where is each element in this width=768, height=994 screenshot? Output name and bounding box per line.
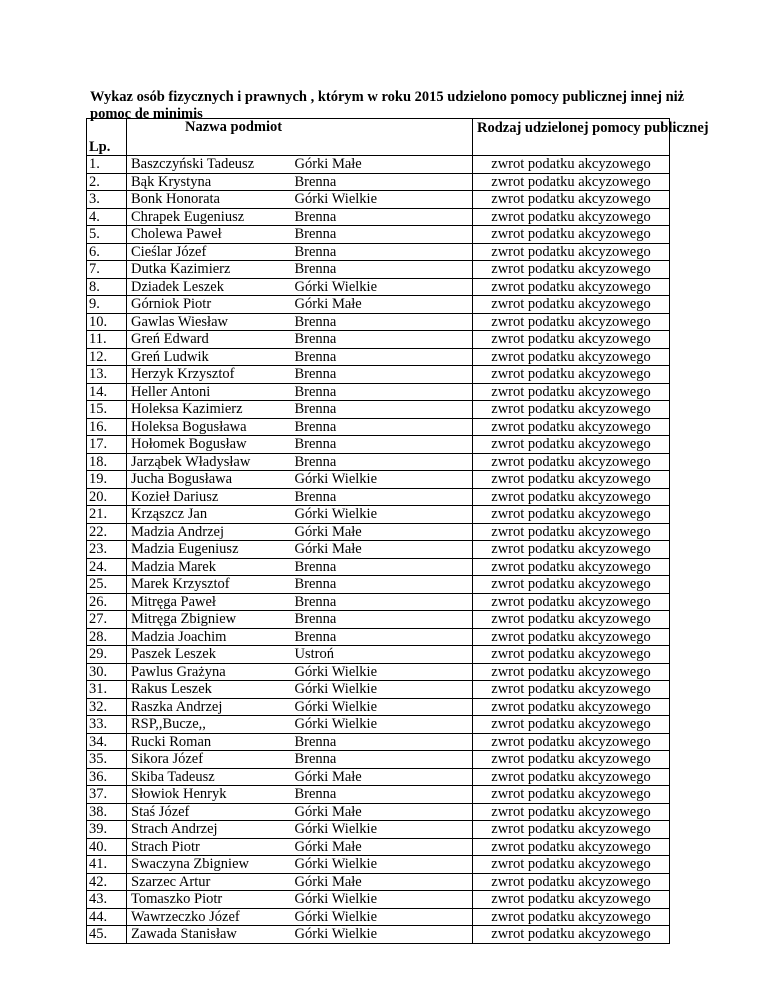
table-row bbox=[87, 453, 670, 471]
row-place: Brenna bbox=[291, 436, 473, 454]
row-name: Gawlas Wiesław bbox=[127, 313, 291, 331]
row-lp: 44. bbox=[87, 908, 127, 926]
row-name: Staś Józef bbox=[127, 803, 291, 821]
row-lp: 31. bbox=[87, 681, 127, 699]
row-lp: 8. bbox=[87, 278, 127, 296]
header-type-label: Rodzaj udzielonej pomocy publicznej bbox=[477, 120, 709, 136]
table-row bbox=[87, 418, 670, 436]
row-place: Górki Małe bbox=[291, 296, 473, 314]
row-aid-type: zwrot podatku akcyzowego bbox=[473, 541, 670, 559]
header-name bbox=[127, 119, 291, 156]
row-name: Swaczyna Zbigniew bbox=[127, 856, 291, 874]
row-place: Brenna bbox=[291, 418, 473, 436]
row-place: Górki Wielkie bbox=[291, 821, 473, 839]
row-place: Brenna bbox=[291, 173, 473, 191]
row-aid-type: zwrot podatku akcyzowego bbox=[473, 261, 670, 279]
row-aid-type: zwrot podatku akcyzowego bbox=[473, 226, 670, 244]
table-row bbox=[87, 716, 670, 734]
row-aid-type: zwrot podatku akcyzowego bbox=[473, 926, 670, 944]
row-name: Greń Edward bbox=[127, 331, 291, 349]
row-lp: 36. bbox=[87, 768, 127, 786]
table-row bbox=[87, 331, 670, 349]
row-name: Dziadek Leszek bbox=[127, 278, 291, 296]
row-aid-type: zwrot podatku akcyzowego bbox=[473, 191, 670, 209]
table-row bbox=[87, 663, 670, 681]
row-place: Ustroń bbox=[291, 646, 473, 664]
row-lp: 43. bbox=[87, 891, 127, 909]
row-place: Brenna bbox=[291, 576, 473, 594]
table-row bbox=[87, 348, 670, 366]
table-row bbox=[87, 786, 670, 804]
row-lp: 27. bbox=[87, 611, 127, 629]
row-aid-type: zwrot podatku akcyzowego bbox=[473, 786, 670, 804]
row-lp: 24. bbox=[87, 558, 127, 576]
header-name-label: Nazwa podmiot bbox=[185, 119, 283, 135]
row-name: Chrapek Eugeniusz bbox=[127, 208, 291, 226]
row-lp: 2. bbox=[87, 173, 127, 191]
row-place: Brenna bbox=[291, 366, 473, 384]
row-aid-type: zwrot podatku akcyzowego bbox=[473, 593, 670, 611]
row-lp: 45. bbox=[87, 926, 127, 944]
row-place: Brenna bbox=[291, 558, 473, 576]
table-row bbox=[87, 576, 670, 594]
row-aid-type: zwrot podatku akcyzowego bbox=[473, 173, 670, 191]
row-aid-type: zwrot podatku akcyzowego bbox=[473, 908, 670, 926]
row-name: Greń Ludwik bbox=[127, 348, 291, 366]
row-aid-type: zwrot podatku akcyzowego bbox=[473, 838, 670, 856]
row-lp: 35. bbox=[87, 751, 127, 769]
table-row bbox=[87, 838, 670, 856]
row-place: Brenna bbox=[291, 313, 473, 331]
table-row bbox=[87, 541, 670, 559]
row-place: Górki Małe bbox=[291, 523, 473, 541]
table-row bbox=[87, 383, 670, 401]
row-name: Madzia Andrzej bbox=[127, 523, 291, 541]
row-lp: 3. bbox=[87, 191, 127, 209]
row-aid-type: zwrot podatku akcyzowego bbox=[473, 471, 670, 489]
table-row bbox=[87, 366, 670, 384]
row-place: Brenna bbox=[291, 208, 473, 226]
row-place: Górki Małe bbox=[291, 803, 473, 821]
row-aid-type: zwrot podatku akcyzowego bbox=[473, 698, 670, 716]
row-name: Strach Piotr bbox=[127, 838, 291, 856]
row-lp: 21. bbox=[87, 506, 127, 524]
row-aid-type: zwrot podatku akcyzowego bbox=[473, 628, 670, 646]
table-row bbox=[87, 856, 670, 874]
row-name: Jarząbek Władysław bbox=[127, 453, 291, 471]
row-aid-type: zwrot podatku akcyzowego bbox=[473, 331, 670, 349]
row-lp: 13. bbox=[87, 366, 127, 384]
row-name: Krząszcz Jan bbox=[127, 506, 291, 524]
row-name: Sikora Józef bbox=[127, 751, 291, 769]
row-place: Górki Małe bbox=[291, 156, 473, 174]
row-aid-type: zwrot podatku akcyzowego bbox=[473, 803, 670, 821]
row-lp: 7. bbox=[87, 261, 127, 279]
row-place: Brenna bbox=[291, 401, 473, 419]
row-aid-type: zwrot podatku akcyzowego bbox=[473, 208, 670, 226]
row-name: Wawrzeczko Józef bbox=[127, 908, 291, 926]
table-row bbox=[87, 751, 670, 769]
row-aid-type: zwrot podatku akcyzowego bbox=[473, 681, 670, 699]
aid-recipients-table bbox=[86, 118, 709, 944]
row-place: Górki Małe bbox=[291, 541, 473, 559]
row-lp: 37. bbox=[87, 786, 127, 804]
table-row bbox=[87, 681, 670, 699]
row-name: Heller Antoni bbox=[127, 383, 291, 401]
table-row bbox=[87, 506, 670, 524]
row-name: Bąk Krystyna bbox=[127, 173, 291, 191]
row-lp: 26. bbox=[87, 593, 127, 611]
table-row bbox=[87, 488, 670, 506]
table-header-row bbox=[87, 119, 670, 156]
row-place: Brenna bbox=[291, 751, 473, 769]
row-lp: 11. bbox=[87, 331, 127, 349]
header-lp-label: Lp. bbox=[89, 138, 111, 155]
row-name: Bonk Honorata bbox=[127, 191, 291, 209]
header-place bbox=[291, 119, 473, 156]
row-name: Hołomek Bogusław bbox=[127, 436, 291, 454]
row-name: Górniok Piotr bbox=[127, 296, 291, 314]
table-row bbox=[87, 401, 670, 419]
row-place: Brenna bbox=[291, 628, 473, 646]
table-body bbox=[87, 156, 670, 944]
row-place: Górki Wielkie bbox=[291, 681, 473, 699]
row-place: Brenna bbox=[291, 331, 473, 349]
row-name: Paszek Leszek bbox=[127, 646, 291, 664]
row-lp: 38. bbox=[87, 803, 127, 821]
row-name: Rucki Roman bbox=[127, 733, 291, 751]
table-row bbox=[87, 646, 670, 664]
row-aid-type: zwrot podatku akcyzowego bbox=[473, 418, 670, 436]
row-name: RSP,,Bucze,, bbox=[127, 716, 291, 734]
row-name: Cholewa Paweł bbox=[127, 226, 291, 244]
row-aid-type: zwrot podatku akcyzowego bbox=[473, 506, 670, 524]
table-row bbox=[87, 471, 670, 489]
row-lp: 17. bbox=[87, 436, 127, 454]
table-row bbox=[87, 226, 670, 244]
table-row bbox=[87, 558, 670, 576]
row-place: Brenna bbox=[291, 261, 473, 279]
row-lp: 42. bbox=[87, 873, 127, 891]
row-name: Madzia Marek bbox=[127, 558, 291, 576]
table-row bbox=[87, 873, 670, 891]
row-name: Pawlus Grażyna bbox=[127, 663, 291, 681]
row-name: Holeksa Kazimierz bbox=[127, 401, 291, 419]
row-name: Jucha Bogusława bbox=[127, 471, 291, 489]
row-aid-type: zwrot podatku akcyzowego bbox=[473, 856, 670, 874]
row-aid-type: zwrot podatku akcyzowego bbox=[473, 821, 670, 839]
row-lp: 10. bbox=[87, 313, 127, 331]
table-row bbox=[87, 243, 670, 261]
row-name: Zawada Stanisław bbox=[127, 926, 291, 944]
row-aid-type: zwrot podatku akcyzowego bbox=[473, 366, 670, 384]
table-row bbox=[87, 156, 670, 174]
row-aid-type: zwrot podatku akcyzowego bbox=[473, 401, 670, 419]
row-lp: 5. bbox=[87, 226, 127, 244]
row-name: Mitręga Paweł bbox=[127, 593, 291, 611]
row-lp: 18. bbox=[87, 453, 127, 471]
row-lp: 4. bbox=[87, 208, 127, 226]
row-place: Brenna bbox=[291, 786, 473, 804]
row-place: Górki Wielkie bbox=[291, 908, 473, 926]
row-place: Brenna bbox=[291, 733, 473, 751]
row-place: Górki Wielkie bbox=[291, 471, 473, 489]
table-row bbox=[87, 173, 670, 191]
row-lp: 23. bbox=[87, 541, 127, 559]
row-lp: 25. bbox=[87, 576, 127, 594]
row-place: Brenna bbox=[291, 383, 473, 401]
table-row bbox=[87, 611, 670, 629]
row-lp: 15. bbox=[87, 401, 127, 419]
table-row bbox=[87, 296, 670, 314]
row-aid-type: zwrot podatku akcyzowego bbox=[473, 453, 670, 471]
row-aid-type: zwrot podatku akcyzowego bbox=[473, 156, 670, 174]
row-place: Brenna bbox=[291, 453, 473, 471]
table-row bbox=[87, 278, 670, 296]
table-row bbox=[87, 926, 670, 944]
header-type bbox=[473, 119, 709, 156]
row-place: Brenna bbox=[291, 243, 473, 261]
row-aid-type: zwrot podatku akcyzowego bbox=[473, 348, 670, 366]
row-aid-type: zwrot podatku akcyzowego bbox=[473, 576, 670, 594]
row-place: Górki Wielkie bbox=[291, 698, 473, 716]
row-name: Strach Andrzej bbox=[127, 821, 291, 839]
table-row bbox=[87, 698, 670, 716]
row-aid-type: zwrot podatku akcyzowego bbox=[473, 313, 670, 331]
row-aid-type: zwrot podatku akcyzowego bbox=[473, 243, 670, 261]
row-place: Brenna bbox=[291, 611, 473, 629]
row-name: Holeksa Bogusława bbox=[127, 418, 291, 436]
table-row bbox=[87, 436, 670, 454]
row-name: Skiba Tadeusz bbox=[127, 768, 291, 786]
row-place: Górki Wielkie bbox=[291, 278, 473, 296]
row-lp: 12. bbox=[87, 348, 127, 366]
row-name: Słowiok Henryk bbox=[127, 786, 291, 804]
header-lp bbox=[87, 119, 127, 156]
row-lp: 30. bbox=[87, 663, 127, 681]
row-name: Cieślar Józef bbox=[127, 243, 291, 261]
row-name: Dutka Kazimierz bbox=[127, 261, 291, 279]
row-place: Górki Wielkie bbox=[291, 891, 473, 909]
row-lp: 6. bbox=[87, 243, 127, 261]
row-lp: 32. bbox=[87, 698, 127, 716]
row-aid-type: zwrot podatku akcyzowego bbox=[473, 383, 670, 401]
table-row bbox=[87, 261, 670, 279]
table-row bbox=[87, 523, 670, 541]
row-name: Szarzec Artur bbox=[127, 873, 291, 891]
row-place: Górki Wielkie bbox=[291, 191, 473, 209]
row-place: Brenna bbox=[291, 593, 473, 611]
row-place: Brenna bbox=[291, 226, 473, 244]
row-lp: 14. bbox=[87, 383, 127, 401]
row-lp: 41. bbox=[87, 856, 127, 874]
row-name: Herzyk Krzysztof bbox=[127, 366, 291, 384]
document-title: Wykaz osób fizycznych i prawnych , którym w roku 2015 udzielono pomocy publicznej innej niż pomoc de minimis bbox=[90, 89, 685, 122]
row-place: Górki Wielkie bbox=[291, 926, 473, 944]
table-row bbox=[87, 768, 670, 786]
row-place: Górki Wielkie bbox=[291, 506, 473, 524]
row-lp: 22. bbox=[87, 523, 127, 541]
table-row bbox=[87, 891, 670, 909]
row-lp: 34. bbox=[87, 733, 127, 751]
row-place: Górki Małe bbox=[291, 838, 473, 856]
row-lp: 33. bbox=[87, 716, 127, 734]
row-aid-type: zwrot podatku akcyzowego bbox=[473, 296, 670, 314]
row-name: Madzia Eugeniusz bbox=[127, 541, 291, 559]
row-lp: 1. bbox=[87, 156, 127, 174]
table-row bbox=[87, 208, 670, 226]
row-place: Brenna bbox=[291, 488, 473, 506]
row-name: Rakus Leszek bbox=[127, 681, 291, 699]
row-name: Kozieł Dariusz bbox=[127, 488, 291, 506]
row-lp: 20. bbox=[87, 488, 127, 506]
row-lp: 16. bbox=[87, 418, 127, 436]
row-lp: 9. bbox=[87, 296, 127, 314]
row-aid-type: zwrot podatku akcyzowego bbox=[473, 646, 670, 664]
row-aid-type: zwrot podatku akcyzowego bbox=[473, 751, 670, 769]
row-lp: 40. bbox=[87, 838, 127, 856]
row-aid-type: zwrot podatku akcyzowego bbox=[473, 873, 670, 891]
table-row bbox=[87, 803, 670, 821]
row-aid-type: zwrot podatku akcyzowego bbox=[473, 611, 670, 629]
table-row bbox=[87, 191, 670, 209]
row-aid-type: zwrot podatku akcyzowego bbox=[473, 488, 670, 506]
row-name: Baszczyński Tadeusz bbox=[127, 156, 291, 174]
row-place: Górki Małe bbox=[291, 768, 473, 786]
row-place: Górki Wielkie bbox=[291, 856, 473, 874]
row-aid-type: zwrot podatku akcyzowego bbox=[473, 278, 670, 296]
row-place: Brenna bbox=[291, 348, 473, 366]
row-place: Górki Małe bbox=[291, 873, 473, 891]
table-row bbox=[87, 821, 670, 839]
table-row bbox=[87, 733, 670, 751]
row-aid-type: zwrot podatku akcyzowego bbox=[473, 558, 670, 576]
row-lp: 28. bbox=[87, 628, 127, 646]
row-aid-type: zwrot podatku akcyzowego bbox=[473, 768, 670, 786]
table-row bbox=[87, 628, 670, 646]
row-aid-type: zwrot podatku akcyzowego bbox=[473, 716, 670, 734]
row-lp: 29. bbox=[87, 646, 127, 664]
row-name: Madzia Joachim bbox=[127, 628, 291, 646]
row-lp: 19. bbox=[87, 471, 127, 489]
row-aid-type: zwrot podatku akcyzowego bbox=[473, 733, 670, 751]
row-place: Górki Wielkie bbox=[291, 663, 473, 681]
table-row bbox=[87, 313, 670, 331]
row-name: Raszka Andrzej bbox=[127, 698, 291, 716]
row-name: Mitręga Zbigniew bbox=[127, 611, 291, 629]
row-aid-type: zwrot podatku akcyzowego bbox=[473, 523, 670, 541]
table-row bbox=[87, 908, 670, 926]
row-aid-type: zwrot podatku akcyzowego bbox=[473, 891, 670, 909]
row-name: Tomaszko Piotr bbox=[127, 891, 291, 909]
row-name: Marek Krzysztof bbox=[127, 576, 291, 594]
row-lp: 39. bbox=[87, 821, 127, 839]
table-row bbox=[87, 593, 670, 611]
row-aid-type: zwrot podatku akcyzowego bbox=[473, 436, 670, 454]
row-place: Górki Wielkie bbox=[291, 716, 473, 734]
row-aid-type: zwrot podatku akcyzowego bbox=[473, 663, 670, 681]
